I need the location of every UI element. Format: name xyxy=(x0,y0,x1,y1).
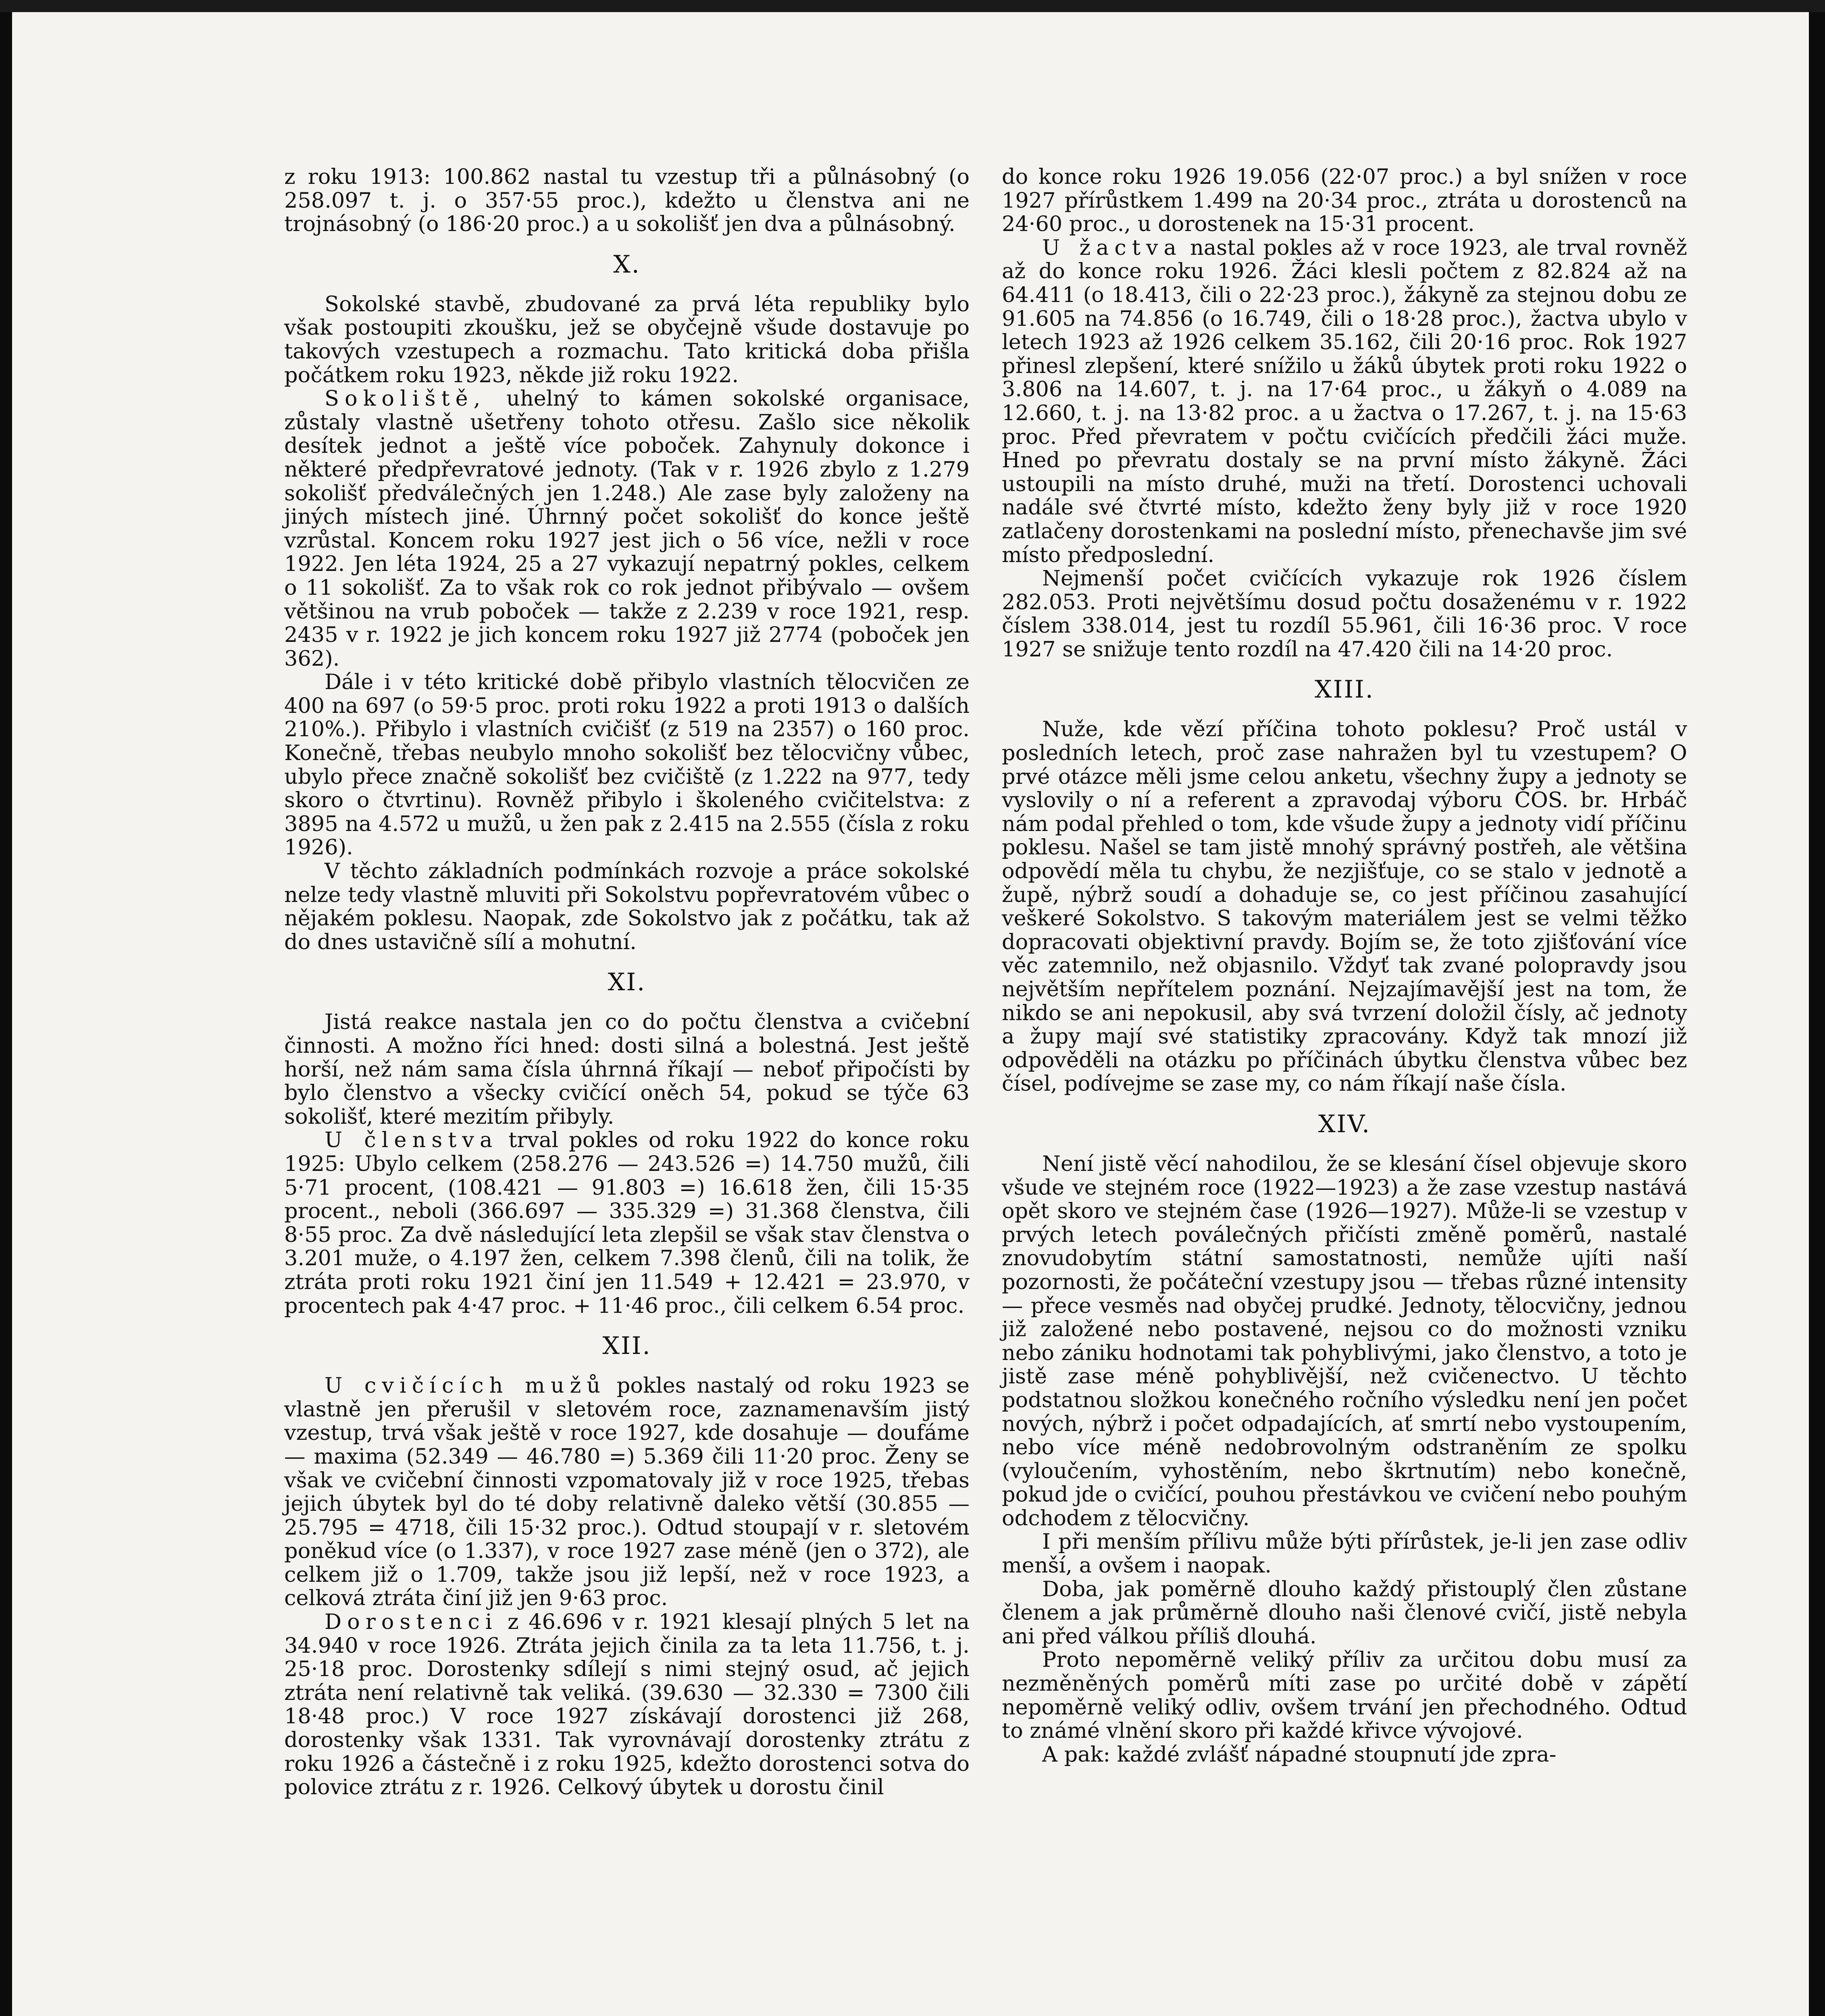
paragraph-text: nastal pokles až v roce 1923, ale trval rovněž až do konce roku 1926. Žáci klesli počtem z 82.824 až na 64.411 (o 18.413, čili o 22·23 proc.), žákyně za stejnou dobu ze 91.605 na 74.856 (o 16.749, čili o 18·28 proc.), žactva ubylo v letech 1923 až 1926 celkem 35.162, čili 20·16 proc. Rok 1927 přinesl zlepšení, které snížilo u žáků úbytek proti roku 1922 o 3.806 na 14.607, t. j. na 17·64 proc., u žákyň o 4.089 na 12.660, t. j. na 13·82 proc. a u žactva o 17.267, t. j. na 15·63 proc. Před převratem v počtu cvičících předčili žáci muže. Hned po převratu dostaly se na první místo žákyně. Žáci ustoupili na místo druhé, muži na třetí. Dorostenci uchovali nadále své čtvrté místo, kdežto ženy byly již v roce 1920 zatlačeny dorostenkami na poslední místo, přenechavše jim své místo předposlední. xyxy=(1002,235,1687,567)
paragraph-text: Jistá reakce nastala jen co do počtu členstva a cvičební činnosti. A možno říci hned: dosti silná a bolestná. Jest ještě horší, než nám sama čísla úhrnná říkají — neboť připočísti by bylo členstvo a všecky cvičící oněch 54, pokud se týče 63 sokolišť, které mezitím přibyly. xyxy=(284,1010,970,1129)
paragraph xyxy=(1002,1743,1687,1767)
paragraph xyxy=(284,1129,970,1318)
paragraph-text: Sokolské stavbě, zbudované za prvá léta republiky bylo však postoupiti zkoušku, jež se obyčejně všude dostavuje po takových vzestupech a rozmachu. Tato kritická doba přišla počátkem roku 1923, někde již roku 1922. xyxy=(284,292,970,387)
paragraph-text: Dále i v této kritické době přibylo vlastních tělocvičen ze 400 na 697 (o 59·5 proc. proti roku 1922 a proti 1913 o dalších 210%.). Přibylo i vlastních cvičišť (z 519 na 2357) o 160 proc. Konečně, třebas neubylo mnoho sokolišť bez tělocvičny vůbec, ubylo přece značně sokolišť bez cvičiště (z 1.222 na 977, tedy skoro o čtvrtinu). Rovněž přibylo i školeného cvičitelstva: z 3895 na 4.572 u mužů, u žen pak z 2.415 na 2.555 (čísla z roku 1926). xyxy=(284,670,970,860)
paragraph xyxy=(284,1010,970,1129)
paragraph xyxy=(1002,1578,1687,1649)
spaced-lead-term: U žactva xyxy=(1042,235,1182,260)
paragraph-text: uhelný to kámen sokolské organisace, zůstaly vlastně ušetřeny tohoto otřesu. Zašlo sice několik desítek jednot a ještě více poboček. Zahynuly dokonce i některé předpřevratové jednoty. (Tak v r. 1926 zbylo z 1.279 sokolišť předválečných jen 1.248.) Ale zase byly založeny na jiných místech jiné. Úhrnný počet sokolišť do konce ještě vzrůstal. Koncem roku 1927 jest jich o 56 více, nežli v roce 1922. Jen léta 1924, 25 a 27 vykazují nepatrný pokles, celkem o 11 sokolišť. Za to však rok co rok jednot přibývalo — ovšem většinou na vrub poboček — takže z 2.239 v roce 1921, resp. 2435 v r. 1922 je jich koncem roku 1927 již 2774 (poboček jen 362). xyxy=(284,386,970,671)
paragraph-text: Není jistě věcí nahodilou, že se klesání čísel objevuje skoro všude ve stejném roce (1922—1923) a že zase vzestup nastává opět skoro ve stejném čase (1926—1927). Může-li se vzestup v prvých letech poválečných přičísti změně poměrů, nastalé znovudobytím státní samostatnosti, nemůže ujíti naší pozornosti, že počáteční vzestupy jsou — třebas různé intensity — přece vesměs nad obyčej prudké. Jednoty, tělocvičny, jednou již založené nebo postavené, nejsou co do možnosti vzniku nebo zániku hodnotami tak pohyblivými, jako členstvo, a toto je jistě zase méně pohyblivější, než cvičenectvo. U těchto podstatnou složkou konečného ročního výsledku není jen počet nových, nýbrž i počet odpadajících, ať smrtí nebo vystoupením, nebo více méně nedobrovolným odstraněním ze spolku (vyloučením, vyhostěním, nebo škrtnutím) nebo konečně, pokud jde o cvičící, pouhou přestávkou ve cvičení nebo pouhým odchodem z tělocvičny. xyxy=(1002,1151,1687,1531)
paragraph-text: Nuže, kde vězí příčina tohoto poklesu? Proč ustál v posledních letech, proč zase nahražen byl tu vzestupem? O prvé otázce měli jsme celou anketu, všechny župy a jednoty se vyslovily o ní a referent a zpravodaj výboru ČOS. br. Hrbáč nám podal přehled o tom, kde všude župy a jednoty vidí příčinu poklesu. Našel se tam jistě mnohý správný postřeh, ale většina odpovědí měla tu chybu, že nezjišťuje, co se stalo v jednotě a župě, nýbrž soudí a dohaduje se, co jest příčinou zasahující veškeré Sokolstvo. S takovým materiálem jest se velmi těžko dopracovati objektivní pravdy. Bojím se, že toto zjišťování více věc zatemnilo, než objasnilo. Vždyť tak zvané polopravdy jsou největším nepřítelem poznání. Nejzajímavější jest na tom, že nikdo se ani nepokusil, aby svá tvrzení doložil čísly, ač jednoty a župy mají své statistiky zpracovány. Když tak mnozí již odpověděli na otázku po příčinách úbytku členstva vůbec bez čísel, podívejme se zase my, co nám říkají naše čísla. xyxy=(1002,717,1687,1096)
section-heading: XIV. xyxy=(1318,1110,1371,1138)
section-heading: X. xyxy=(613,250,641,279)
spaced-lead-term: Dorostenci xyxy=(325,1610,498,1635)
paragraph xyxy=(1002,236,1687,567)
paragraph-text: A pak: každé zvlášť nápadné stoupnutí jde zpra- xyxy=(1042,1742,1557,1767)
paragraph xyxy=(284,293,970,387)
left-column xyxy=(284,165,970,1799)
spaced-lead-term: U cvičících mužů xyxy=(325,1373,606,1398)
paragraph-text: Nejmenší počet cvičících vykazuje rok 1926 číslem 282.053. Proti největšímu dosud počtu dosaženému v r. 1922 číslem 338.014, jest tu rozdíl 55.961, čili 16·36 proc. V roce 1927 se snižuje tento rozdíl na 47.420 čili na 14·20 proc. xyxy=(1002,566,1687,662)
section-heading: XI. xyxy=(608,968,646,997)
paragraph-text: pokles nastalý od roku 1923 se vlastně jen přerušil v sletovém roce, zaznamenavším jistý vzestup, trvá však ještě v roce 1927, kde dosahuje — doufáme — maxima (52.349 — 46.780 =) 5.369 čili 11·20 proc. Ženy se však ve cvičební činnosti vzpomatovaly již v roce 1925, třebas jejich úbytek byl do té doby relativně daleko větší (30.855 — 25.795 = 4718, čili 15·32 proc.). Odtud stoupají v r. sletovém poněkud více (o 1.337), v roce 1927 zase méně (jen o 372), ale celkem již o 1.709, takže jsou již lepší, než v roce 1923, a celková ztráta činí již jen 9·63 proc. xyxy=(284,1373,970,1611)
paragraph xyxy=(1002,165,1687,236)
paragraph xyxy=(284,387,970,671)
paragraph-text: trval pokles od roku 1922 do konce roku 1925: Ubylo celkem (258.276 — 243.526 =) 14.750 mužů, čili 5·71 procent, (108.421 — 91.803 =) 16.618 žen, čili 15·35 procent., neboli (366.697 — 335.329 =) 31.368 členstva, čili 8·55 proc. Za dvě následující leta zlepšil se však stav členstva o 3.201 muže, o 4.197 žen, celkem 7.398 členů, čili na tolik, že ztráta proti roku 1921 činí jen 11.549 + 12.421 = 23.970, v procentech pak 4·47 proc. + 11·46 proc., čili celkem 6.54 proc. xyxy=(284,1128,970,1318)
paragraph xyxy=(284,860,970,954)
paragraph xyxy=(1002,1530,1687,1577)
paragraph xyxy=(1002,718,1687,1096)
section-heading: XII. xyxy=(602,1332,651,1360)
scan-top-edge xyxy=(0,0,1825,12)
paragraph xyxy=(1002,567,1687,661)
paragraph-text: Proto nepoměrně veliký příliv za určitou dobu musí za nezměněných poměrů míti zase po určité době v zápětí nepoměrně veliký odliv, ovšem trvání jen přechodného. Odtud to známé vlnění skoro při každé křivce vývojové. xyxy=(1002,1647,1687,1743)
paragraph xyxy=(1002,1152,1687,1531)
paragraph-text: Doba, jak poměrně dlouho každý přistouplý člen zůstane členem a jak průměrně dlouho naši členové cvičí, jistě nebyla ani před válkou příliš dlouhá. xyxy=(1002,1577,1687,1649)
spaced-lead-term: U členstva xyxy=(325,1128,498,1153)
paragraph-text: I při menším přílivu může býti přírůstek, je-li jen zase odliv menší, a ovšem i naopak. xyxy=(1002,1529,1687,1578)
paragraph xyxy=(284,1374,970,1610)
paragraph-text: z 46.696 v r. 1921 klesají plných 5 let na 34.940 v roce 1926. Ztráta jejich činila za ta leta 11.756, t. j. 25·18 proc. Dorostenky sdílejí s nimi stejný osud, ač jejich ztráta není relativně tak veliká. (39.630 — 32.330 = 7300 čili 18·48 proc.) V roce 1927 získávají dorostenci již 268, dorostenky však 1331. Tak vyrovnávají dorostenky ztrátu z roku 1926 a částečně i z roku 1925, kdežto dorostenci sotva do polovice ztrátu z r. 1926. Celkový úbytek u dorostu činil xyxy=(284,1610,970,1800)
paragraph-text: do konce roku 1926 19.056 (22·07 proc.) a byl snížen v roce 1927 přírůstkem 1.499 na 20·34 proc., ztráta u dorostenců na 24·60 proc., u dorostenek na 15·31 procent. xyxy=(1002,165,1687,237)
spaced-lead-term: Sokoliště, xyxy=(325,386,486,411)
paragraph-text: z roku 1913: 100.862 nastal tu vzestup tři a půlnásobný (o 258.097 t. j. o 357·55 proc.), kdežto u členstva ani ne trojnásobný (o 186·20 proc.) a u sokolišť jen dva a půlnásobný. xyxy=(284,165,970,237)
section-heading: XIII. xyxy=(1315,675,1374,704)
paragraph xyxy=(284,671,970,860)
paragraph xyxy=(1002,1648,1687,1743)
paragraph xyxy=(284,1610,970,1799)
paragraph-text: V těchto základních podmínkách rozvoje a práce sokolské nelze tedy vlastně mluviti při Sokolstvu popřevratovém vůbec o nějakém poklesu. Naopak, zde Sokolstvo jak z počátku, tak až do dnes ustavičně sílí a mohutní. xyxy=(284,859,970,954)
paragraph xyxy=(284,165,970,236)
right-column xyxy=(1002,165,1687,1766)
